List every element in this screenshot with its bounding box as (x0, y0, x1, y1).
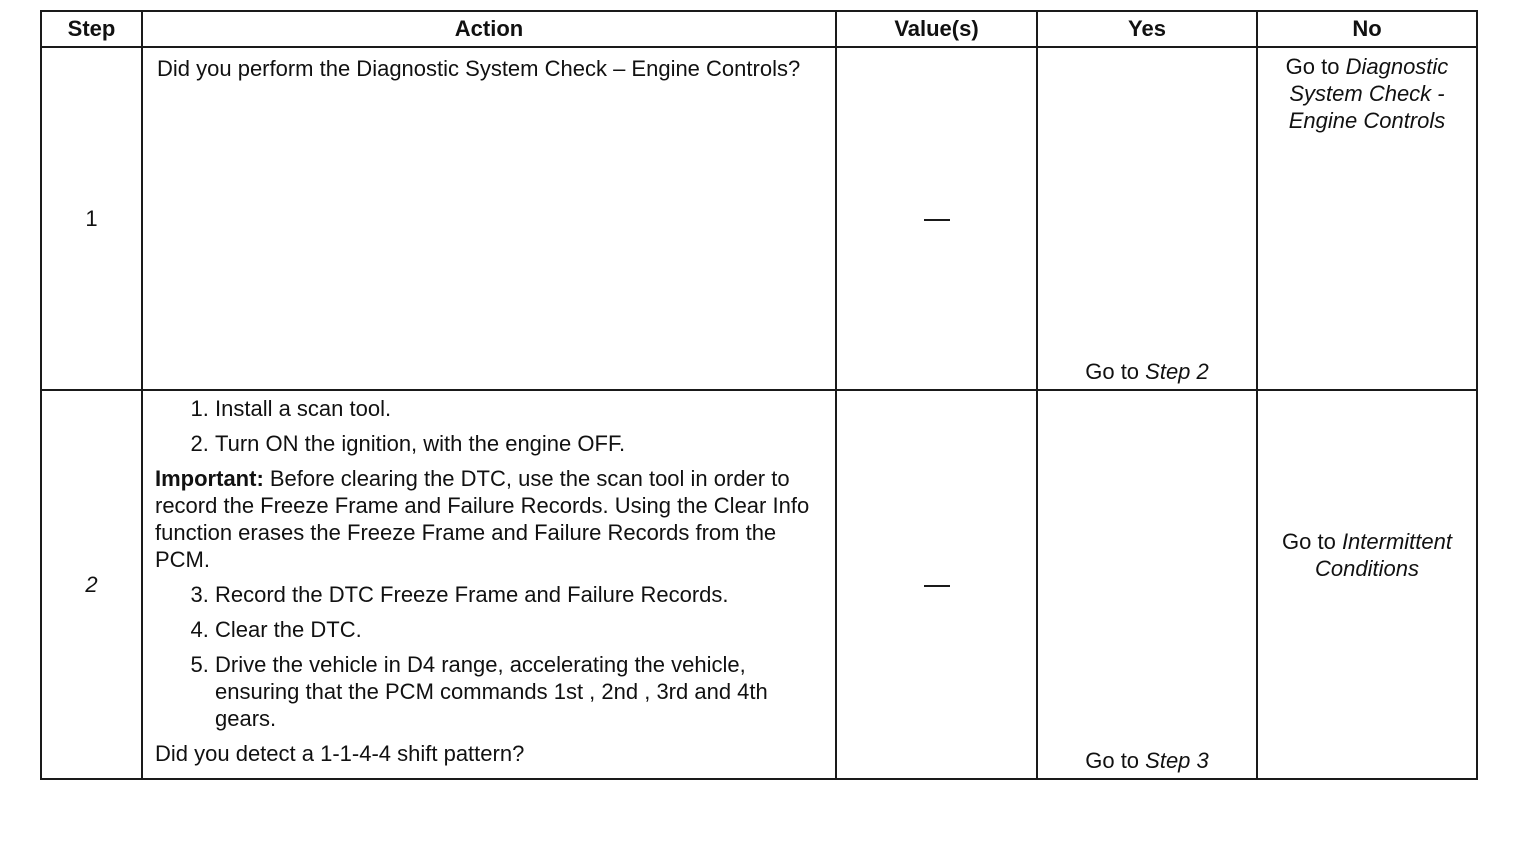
important-label: Important: (155, 466, 264, 491)
yes-link-step-3[interactable]: Step 3 (1145, 748, 1209, 773)
no-cell (1257, 390, 1477, 779)
no-prefix: Go to (1285, 54, 1346, 79)
action-cell (142, 47, 836, 390)
question-text: Did you detect a 1-1-4-4 shift pattern? (155, 741, 525, 766)
list-item: 3. Record the DTC Freeze Frame and Failure Records. (215, 581, 823, 608)
no-cell (1257, 47, 1477, 390)
header-action: Action (142, 11, 836, 47)
yes-link-step-2[interactable]: Step 2 (1145, 359, 1209, 384)
yes-prefix: Go to (1085, 748, 1146, 773)
header-yes: Yes (1037, 11, 1257, 47)
header-values: Value(s) (836, 11, 1037, 47)
yes-cell (1037, 47, 1257, 390)
table-row (41, 47, 1477, 390)
no-link-diagnostic-system-check[interactable]: Diagnostic System Check - Engine Controls (1288, 54, 1449, 133)
value-cell (836, 390, 1037, 779)
yes-prefix: Go to (1085, 359, 1146, 384)
step-list-a (155, 395, 823, 457)
important-note (155, 465, 823, 573)
step-number: 2 (41, 390, 142, 779)
list-item: 5. Drive the vehicle in D4 range, accelerating the vehicle, ensuring that the PCM commands 1st , 2nd , 3rd and 4th gears. (215, 651, 823, 732)
list-item: 2. Turn ON the ignition, with the engine OFF. (215, 430, 823, 457)
action-cell (142, 390, 836, 779)
diagnostic-table (40, 10, 1478, 780)
header-step: Step (41, 11, 142, 47)
value-cell (836, 47, 1037, 390)
list-item: 4. Clear the DTC. (215, 616, 823, 643)
step-list-b (155, 581, 823, 732)
table-row (41, 390, 1477, 779)
no-link-intermittent-conditions[interactable]: Intermittent Conditions (1315, 528, 1452, 581)
header-no: No (1257, 11, 1477, 47)
step-number: 1 (41, 47, 142, 390)
list-item: 1. Install a scan tool. (215, 395, 823, 422)
empty-value-dash (924, 219, 950, 221)
yes-cell (1037, 390, 1257, 779)
action-text: Did you perform the Diagnostic System Check – Engine Controls? (157, 56, 801, 81)
header-row (41, 11, 1477, 47)
no-prefix: Go to (1282, 528, 1342, 554)
important-text: Before clearing the DTC, use the scan tool in order to record the Freeze Frame and Failure Records. Using the Clear Info function erases the Freeze Frame and Failure Records from the PCM. (155, 466, 810, 572)
empty-value-dash (924, 585, 950, 587)
